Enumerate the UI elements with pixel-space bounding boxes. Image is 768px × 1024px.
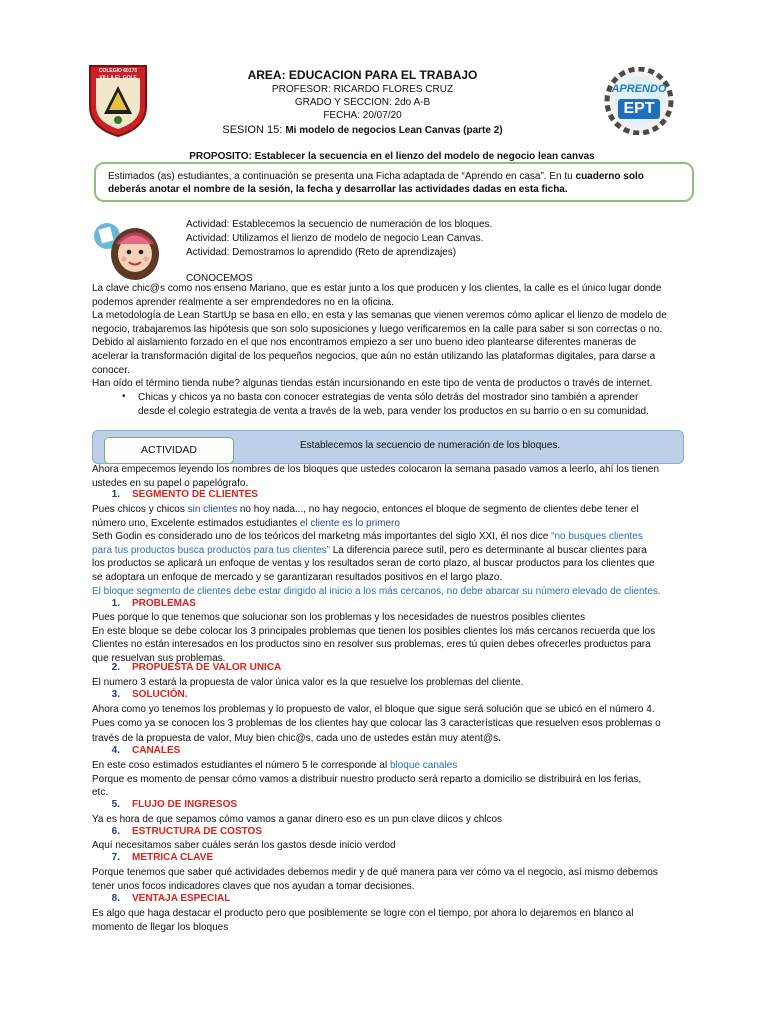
- solucion-paragraph: [92, 703, 692, 746]
- text-span: El bloque segmento de clientes debe estar dirigido al inicio a los más cercanos, no debe abarcar su número elevado de clientes.: [92, 585, 661, 597]
- text-span: Seth Godin es considerado uno de los teóricos del marketng más importantes del siglo XXI, él nos dice: [92, 531, 552, 543]
- section-heading-canales: [98, 745, 180, 756]
- text-span: El numero 3 estará la propuesta de valor única valor es la que resuelve los problemas del cliente.: [92, 677, 524, 688]
- canales-paragraph: [92, 759, 692, 800]
- text-span: etc.: [92, 787, 109, 799]
- instructions-box: [94, 162, 694, 202]
- text-span: momento de llegar los bloques: [92, 921, 229, 933]
- text-line: podemos aprender realmente a ser emprendedores no en la oficina.: [92, 296, 394, 308]
- text-span: 4.: [111, 745, 120, 756]
- text-line: ustedes en su papel o papelógrafo.: [92, 477, 249, 489]
- text-span: el cliente es lo primero: [299, 517, 400, 529]
- section-heading-segmento: [98, 489, 258, 500]
- text-span: Porque es momento de pensar cómo vamos a distribuir nuestro producto será reparto a domicilio se distribuirá en los ferias,: [92, 773, 642, 785]
- crest-text-mid: VILLA EL GOLF: [99, 75, 137, 81]
- text-span: Pues chicos y chicos: [92, 504, 188, 515]
- student-girl-illustration: [93, 218, 175, 284]
- text-span: “no busques clientes: [551, 531, 643, 543]
- text-line: desde el colegio estrategia de venta a través de la web, para vender los productos en su barrio o en su comunidad.: [138, 405, 649, 417]
- text-span: Ahora como yo tenemos los problemas y lo propuesto de valor, el bloque que sigue será solución que se ubicó en el número 4.: [92, 704, 655, 715]
- text-span: VENTAJA ESPECIAL: [132, 893, 231, 904]
- text-span: Es algo que haga destacar el producto pero que posiblemente se logre con el tiempo, por ahora lo dejaremos en blanco al: [92, 908, 634, 919]
- text-span: Porque tenemos que saber qué actividades debemos medir y de qué manera para ver cómo va el negocio, así mismo debemos: [92, 867, 658, 878]
- text-span: Aquí necesitamos saber cuáles serán los gastos desde inicio verdod: [92, 840, 396, 851]
- text-span: FLUJO DE INGRESOS: [132, 799, 238, 810]
- section-heading-problemas: [98, 598, 196, 609]
- text-span: través de la propuesta de valor, Muy bien chic@s, cada uno de ustedes están muy atent@s: [92, 733, 499, 745]
- activity-item: Actividad: Demostramos lo aprendido (Reto de aprendizajes): [186, 247, 457, 258]
- aprendo-logo-text: APRENDO: [611, 83, 667, 95]
- text-span: SEGMENTO DE CLIENTES: [132, 489, 258, 500]
- segmento-paragraph: [92, 503, 692, 598]
- activities-list: [186, 218, 492, 286]
- text-span: se adoptara un enfoque de mercado y se garantizaran resultados positivos en el largo plazo.: [92, 571, 503, 583]
- intro-paragraph: [92, 282, 692, 391]
- text-span: los productos se aplicará un enfoque de ventas y los resultados seran de corto plazo, al buscar productos para los clientes que: [92, 558, 655, 570]
- section-heading-ventaja: [98, 893, 230, 904]
- text-line: [92, 517, 692, 531]
- text-span: PROBLEMAS: [132, 598, 196, 609]
- text-span: número uno, Excelente estimados estudiantes: [92, 517, 300, 529]
- propuesta-paragraph: [92, 676, 692, 690]
- sesion-title: Mi modelo de negocios Lean Canvas (parte 2): [285, 125, 503, 136]
- text-line: acelerar la transformación digital de los pequeños negocios, que aún no están utilizando las plataformas digitales, para darse a: [92, 350, 656, 362]
- text-line: [92, 503, 692, 517]
- text-line: Han oído el término tienda nube? algunas tiendas están incursionando en este tipo de venta de productos o través de internet.: [92, 378, 653, 390]
- text-span: 1.: [111, 598, 120, 609]
- proposito: PROPOSITO: Establecer la secuencia en el lienzo del modelo de negocio lean canvas: [189, 151, 595, 162]
- area-title: AREA: EDUCACION PARA EL TRABAJO: [247, 68, 478, 82]
- text-line: La metodología de Lean StartUp se basa en ello, en esta y las semanas que vienen veremos cómo aplicar el lienzo de modelo de: [92, 310, 667, 322]
- text-span: 2.: [111, 662, 120, 673]
- ventaja-paragraph: [92, 907, 692, 934]
- text-span: Pues porque lo que tenemos que solucionar son los problemas y los necesidades de nuestros posibles clientes: [92, 612, 586, 623]
- text-span: 7.: [111, 852, 120, 863]
- text-span: bloque canales: [389, 760, 458, 771]
- text-span: 3.: [111, 689, 120, 700]
- text-line: conocer.: [92, 364, 130, 376]
- text-span: Clientes no están interesados en los productos sino en resolver sus problemas, eres tú quien debes ofrecerles productos para: [92, 639, 651, 651]
- text-span: 1.: [111, 489, 120, 500]
- section-heading-metrica: [98, 852, 213, 863]
- flujo-paragraph: [92, 813, 692, 827]
- costos-paragraph: [92, 839, 692, 853]
- text-span: 8.: [111, 893, 120, 904]
- metrica-paragraph: [92, 866, 692, 893]
- fecha-line: FECHA: 20/07/20: [323, 110, 402, 121]
- text-span: que resuelvan sus problemas.: [92, 652, 226, 664]
- bullet-icon: •: [122, 391, 126, 402]
- text-line: Debido al aislamiento forzado en el que nos encontramos empiezo a ser uno bueno ideo plantearse diferentes maneras de: [92, 337, 637, 349]
- text-span: Pues como ya se conocen los 3 problemas de los clientes hay que colocar las 3 características que resuelven esos problemas o: [92, 717, 661, 729]
- text-span: SOLUCIÓN.: [132, 689, 188, 700]
- text-span: La diferencia parece sutil, pero es determinante al buscar clientes para: [329, 544, 647, 556]
- text-span: 5.: [111, 799, 120, 810]
- notice-text-2: cuaderno solo deberás anotar el nombre de la sesión, la fecha y desarrollar las actividades dadas en esta ficha.: [108, 171, 644, 195]
- text-line: negocio, trabajaremos las hipótesis que son solo suposiciones y luego verificaremos en la calle para saber si son correctas o no.: [92, 323, 663, 335]
- bullet-paragraph: [138, 391, 693, 418]
- crest-text-top: COLEGIO 60175: [98, 68, 138, 74]
- text-line: [92, 732, 692, 746]
- section-heading-solucion: [98, 689, 188, 700]
- text-span: no hoy nada..., no hay negocio, entonces el bloque de segmento de clientes debe tener el: [237, 504, 639, 515]
- conocemos-heading: CONOCEMOS: [186, 273, 253, 284]
- text-span: .: [498, 733, 501, 745]
- text-line: La clave chic@s como nos enseno Mariano, que es estar junto a los que producen y los clientes, la calle es el único lugar donde: [92, 283, 662, 294]
- text-line: [92, 759, 692, 773]
- grado-line: GRADO Y SECCION: 2do A-B: [294, 97, 431, 108]
- text-span: CANALES: [132, 745, 181, 756]
- text-span: En este bloque se debe colocar los 3 principales problemas que tienen los posibles clientes los más cercanos recuerda que los: [92, 625, 656, 637]
- text-span: METRICA CLAVE: [132, 852, 214, 863]
- text-line: [92, 530, 692, 544]
- text-line: Chicas y chicos ya no basta con conocer estrategias de venta sólo detrás del mostrador sino también a aprender: [138, 392, 639, 403]
- activity-banner-text: Establecemos la secuencio de numeración de los bloques.: [300, 440, 561, 451]
- notice-text-1: Estimados (as) estudiantes, a continuación se presenta una Ficha adaptada de “Aprendo en casa”. En tu: [108, 171, 576, 182]
- activity-item: Actividad: Establecemos la secuencio de numeración de los bloques.: [186, 219, 493, 230]
- sesion-line: [190, 124, 535, 136]
- school-crest-logo: [86, 62, 150, 138]
- text-span: 6.: [111, 826, 120, 837]
- text-line: Ahora empecemos leyendo los nombres de los bloques que ustedes colocaron la semana pasado vamos a leerlo, ahí los tienen: [92, 464, 660, 475]
- actividad-button[interactable]: ACTIVIDAD: [104, 437, 234, 464]
- problemas-paragraph: [92, 611, 692, 665]
- activity-item: Actividad: Utilizamos el lienzo de modelo de negocio Lean Canvas.: [186, 233, 484, 244]
- aprendo-ept-logo: [602, 67, 676, 135]
- sesion-prefix: SESION 15:: [222, 124, 286, 136]
- text-span: Ya es hora de que sepamos cómo vamos a ganar dinero eso es un pun clave diicos y chlcos: [92, 814, 503, 825]
- ahora-paragraph: [92, 463, 692, 490]
- section-heading-flujo: [98, 799, 237, 810]
- text-span: sin clientes: [187, 504, 238, 515]
- ept-logo-text: EPT: [618, 99, 660, 119]
- profesor-line: PROFESOR: RICARDO FLORES CRUZ: [271, 84, 454, 95]
- text-span: para tus productos busca productos para tus clientes”: [92, 544, 330, 556]
- section-heading-costos: [98, 826, 262, 837]
- section-heading-propuesta: [98, 662, 281, 673]
- text-span: PROPUESTA DE VALOR UNICA: [132, 662, 282, 673]
- text-span: En este coso estimados estudiantes el número 5 le corresponde al: [92, 760, 390, 771]
- text-span: tener unos focos indicadores claves que nos ayudan a tomar decisiones.: [92, 880, 415, 892]
- text-span: ESTRUCTURA DE COSTOS: [132, 826, 263, 837]
- text-line: [92, 544, 692, 558]
